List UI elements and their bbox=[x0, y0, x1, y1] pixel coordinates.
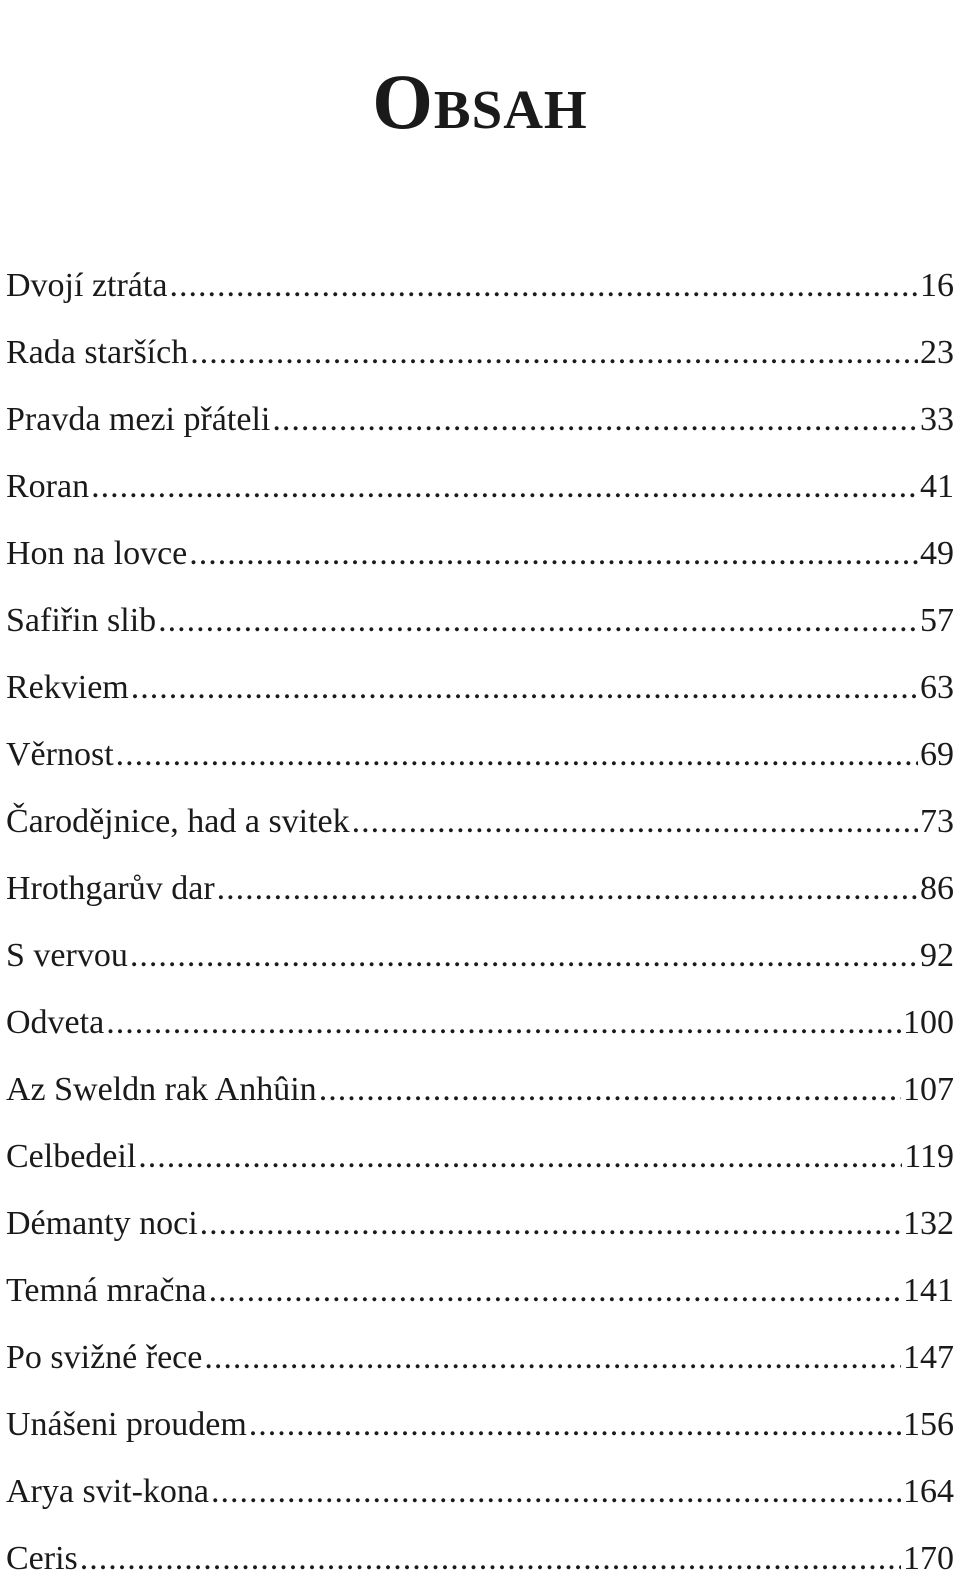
toc-page-number: 107 bbox=[903, 1071, 954, 1108]
dot-leader bbox=[158, 590, 918, 652]
dot-leader bbox=[138, 1126, 902, 1188]
toc-entry-title: Temná mračna bbox=[6, 1272, 207, 1309]
toc-entry bbox=[6, 1394, 954, 1461]
dot-leader bbox=[80, 1528, 901, 1590]
toc-entry bbox=[6, 1327, 954, 1394]
dot-leader bbox=[116, 724, 918, 786]
dot-leader bbox=[200, 1193, 901, 1255]
toc-page-number: 132 bbox=[903, 1205, 954, 1242]
toc-entry-title: Celbedeil bbox=[6, 1138, 137, 1175]
toc-entry-title: Odveta bbox=[6, 1004, 105, 1041]
toc-page-number: 23 bbox=[920, 334, 954, 371]
toc-entry-title: Hrothgarův dar bbox=[6, 870, 215, 907]
toc-entry bbox=[6, 255, 954, 322]
toc-entry-title: Po svižné řece bbox=[6, 1339, 203, 1376]
toc-page-number: 141 bbox=[903, 1272, 954, 1309]
toc-entry-title: Věrnost bbox=[6, 736, 114, 773]
toc-entry bbox=[6, 657, 954, 724]
toc-entry-title: Démanty noci bbox=[6, 1205, 198, 1242]
toc-entry bbox=[6, 389, 954, 456]
dot-leader bbox=[91, 456, 918, 518]
toc-entry-title: Rada starších bbox=[6, 334, 189, 371]
toc-entry-title: Safiřin slib bbox=[6, 602, 157, 639]
toc-entry bbox=[6, 925, 954, 992]
toc-entry-title: Roran bbox=[6, 468, 90, 505]
toc-entry bbox=[6, 1260, 954, 1327]
toc-page-number: 156 bbox=[903, 1406, 954, 1443]
toc-page-number: 92 bbox=[920, 937, 954, 974]
toc-entry-title: Rekviem bbox=[6, 669, 129, 706]
toc-entry-title: Dvojí ztráta bbox=[6, 267, 168, 304]
toc-entry-title: Az Sweldn rak Anhûin bbox=[6, 1071, 317, 1108]
toc-entry-title: Unášeni proudem bbox=[6, 1406, 247, 1443]
toc-entry-title: Ceris bbox=[6, 1540, 78, 1577]
toc-page-number: 49 bbox=[920, 535, 954, 572]
toc-entry-title: S vervou bbox=[6, 937, 128, 974]
toc-page-number: 170 bbox=[903, 1540, 954, 1577]
toc-entry bbox=[6, 1126, 954, 1193]
dot-leader bbox=[190, 322, 918, 384]
dot-leader bbox=[169, 255, 918, 317]
toc-entry-title: Čarodějnice, had a svitek bbox=[6, 803, 350, 840]
toc-page-number: 16 bbox=[920, 267, 954, 304]
toc-entry bbox=[6, 1528, 954, 1595]
toc-page-number: 69 bbox=[920, 736, 954, 773]
dot-leader bbox=[131, 657, 918, 719]
toc-entry bbox=[6, 1059, 954, 1126]
dot-leader bbox=[130, 925, 918, 987]
dot-leader bbox=[319, 1059, 901, 1121]
toc-page-number: 41 bbox=[920, 468, 954, 505]
toc-entry bbox=[6, 1461, 954, 1528]
toc-entry bbox=[6, 858, 954, 925]
toc-page-number: 147 bbox=[903, 1339, 954, 1376]
dot-leader bbox=[204, 1327, 901, 1389]
dot-leader bbox=[211, 1461, 901, 1523]
dot-leader bbox=[272, 389, 918, 451]
toc-entry bbox=[6, 523, 954, 590]
dot-leader bbox=[217, 858, 918, 920]
toc-page-number: 164 bbox=[903, 1473, 954, 1510]
toc-page-number: 63 bbox=[920, 669, 954, 706]
toc-page-number: 119 bbox=[904, 1138, 954, 1175]
toc-page-number: 33 bbox=[920, 401, 954, 438]
toc-page-number: 73 bbox=[920, 803, 954, 840]
toc-entry-title: Hon na lovce bbox=[6, 535, 188, 572]
toc-entry bbox=[6, 456, 954, 523]
dot-leader bbox=[189, 523, 918, 585]
toc-page-number: 100 bbox=[903, 1004, 954, 1041]
toc-entry bbox=[6, 322, 954, 389]
toc-entry bbox=[6, 1193, 954, 1260]
toc-page-number: 86 bbox=[920, 870, 954, 907]
dot-leader bbox=[249, 1394, 901, 1456]
toc-entry-title: Pravda mezi přáteli bbox=[6, 401, 271, 438]
page-title: Obsah bbox=[372, 58, 588, 146]
toc-entry bbox=[6, 590, 954, 657]
toc-page-number: 57 bbox=[920, 602, 954, 639]
toc-entry bbox=[6, 791, 954, 858]
dot-leader bbox=[106, 992, 901, 1054]
dot-leader bbox=[352, 791, 918, 853]
toc-entry bbox=[6, 992, 954, 1059]
table-of-contents bbox=[6, 255, 954, 1595]
dot-leader bbox=[209, 1260, 901, 1322]
toc-entry-title: Arya svit-kona bbox=[6, 1473, 210, 1510]
toc-entry bbox=[6, 724, 954, 791]
